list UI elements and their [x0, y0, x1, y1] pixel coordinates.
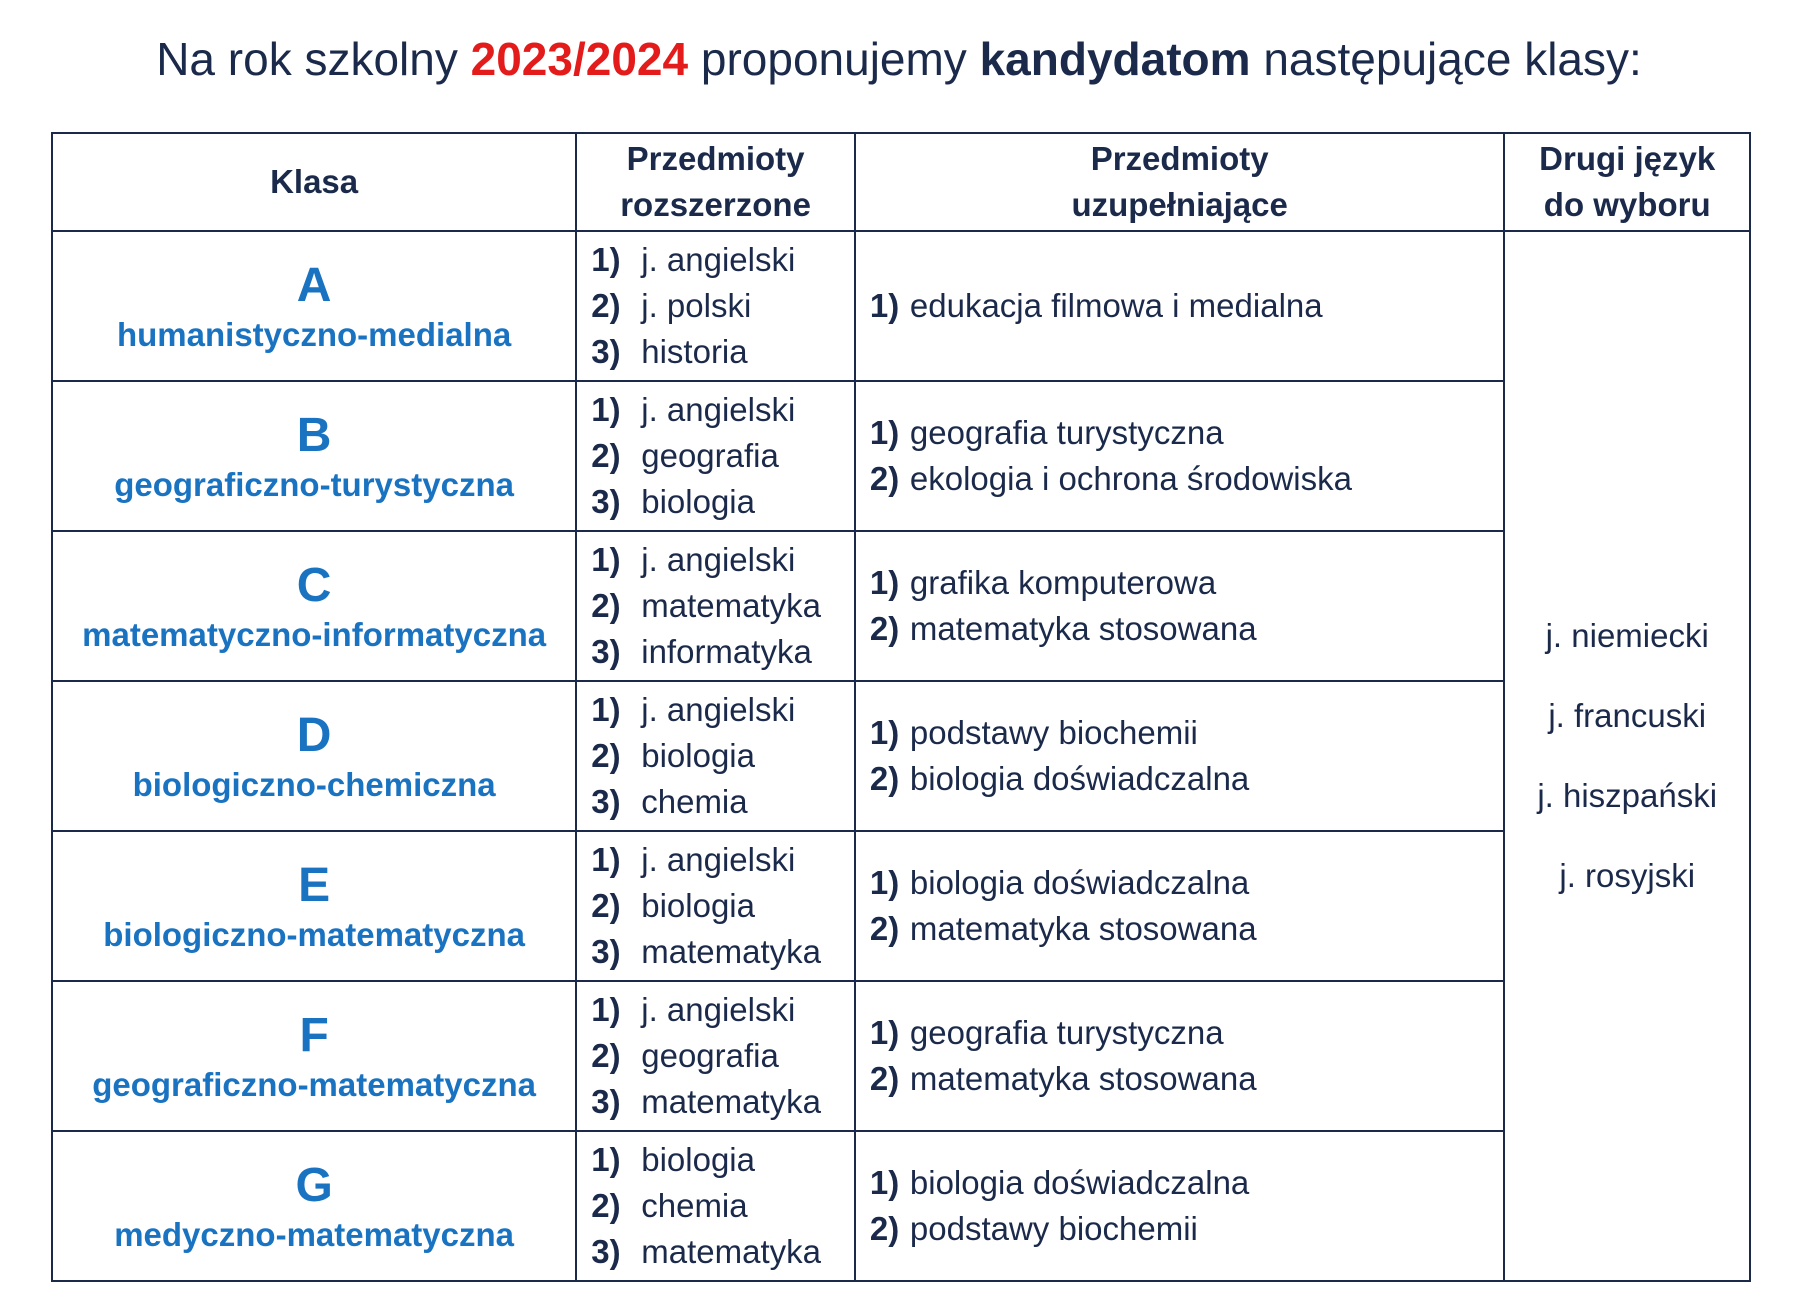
table-row [52, 231, 1750, 381]
item-number: 1) [869, 714, 900, 751]
title-prefix: Na rok szkolny [156, 33, 471, 85]
item-number: 2) [869, 910, 900, 947]
supplementary-subject-item [870, 1056, 1504, 1102]
subject-label: historia [641, 333, 748, 370]
extended-subject-item [591, 1137, 854, 1183]
supplementary-subject-item [870, 283, 1504, 329]
table-row [52, 831, 1750, 981]
item-number: 3) [591, 333, 621, 370]
table-row [52, 1131, 1750, 1281]
supplementary-subject-item [870, 456, 1504, 502]
item-number: 2) [591, 737, 621, 774]
item-number: 1) [869, 564, 900, 601]
extended-subject-item [591, 1229, 854, 1275]
item-number: 1) [591, 841, 621, 878]
title-bold: kandydatom [979, 33, 1251, 85]
subject-label: geografia turystyczna [909, 1014, 1224, 1051]
item-number: 3) [591, 783, 621, 820]
extended-subject-item [591, 929, 854, 975]
subject-label: j. angielski [641, 841, 796, 878]
classes-table [51, 132, 1751, 1282]
class-name: geograficzno-matematyczna [92, 1066, 536, 1103]
class-name: biologiczno-matematyczna [103, 916, 525, 953]
class-letter: G [295, 1159, 333, 1212]
extended-subject-item [591, 837, 854, 883]
extended-subject-item [591, 387, 854, 433]
extended-subject-item [591, 1183, 854, 1229]
language-option: j. rosyjski [1559, 857, 1696, 894]
item-number: 3) [591, 633, 621, 670]
subject-label: podstawy biochemii [909, 1210, 1198, 1247]
item-number: 1) [869, 414, 900, 451]
title-middle: proponujemy [688, 33, 980, 85]
header-jezyk: Drugi język do wyboru [1504, 133, 1750, 231]
supplementary-subjects-cell [855, 231, 1505, 381]
extended-subject-item [591, 583, 854, 629]
extended-subjects-cell [576, 831, 855, 981]
extended-subjects-cell [576, 981, 855, 1131]
supplementary-subjects-cell [855, 1131, 1505, 1281]
supplementary-subject-item [870, 906, 1504, 952]
subject-label: geografia [641, 1037, 779, 1074]
supplementary-subject-item [870, 860, 1504, 906]
class-letter: C [296, 559, 332, 612]
item-number: 1) [869, 287, 900, 324]
subject-label: matematyka [641, 933, 821, 970]
subject-label: j. angielski [641, 391, 796, 428]
extended-subject-item [591, 1033, 854, 1079]
item-number: 2) [869, 760, 900, 797]
subject-label: matematyka [641, 587, 821, 624]
supplementary-subjects-cell [855, 981, 1505, 1131]
class-letter: B [296, 409, 332, 462]
class-cell [52, 681, 576, 831]
supplementary-subject-item [870, 1010, 1504, 1056]
supplementary-subject-item [870, 710, 1504, 756]
class-letter: E [298, 859, 331, 912]
extended-subject-item [591, 329, 854, 375]
item-number: 2) [869, 1210, 900, 1247]
item-number: 2) [591, 587, 621, 624]
class-letter: A [296, 259, 332, 312]
class-cell [52, 381, 576, 531]
title-suffix: następujące klasy: [1250, 33, 1642, 85]
subject-label: chemia [641, 783, 748, 820]
class-name: matematyczno-informatyczna [82, 616, 547, 653]
extended-subjects-cell [576, 681, 855, 831]
subject-label: biologia [641, 483, 755, 520]
class-cell [52, 1131, 576, 1281]
subject-label: matematyka stosowana [909, 610, 1257, 647]
extended-subject-item [591, 629, 854, 675]
item-number: 1) [591, 691, 621, 728]
class-cell [52, 531, 576, 681]
item-number: 1) [591, 1141, 621, 1178]
class-name: geograficzno-turystyczna [114, 466, 514, 503]
extended-subject-item [591, 537, 854, 583]
item-number: 1) [591, 541, 621, 578]
item-number: 3) [591, 933, 621, 970]
table-row [52, 381, 1750, 531]
subject-label: biologia [641, 1141, 755, 1178]
item-number: 1) [591, 241, 621, 278]
subject-label: geografia [641, 437, 779, 474]
item-number: 1) [869, 864, 900, 901]
item-number: 3) [591, 483, 621, 520]
language-option: j. francuski [1548, 697, 1707, 734]
header-uzupelniajace: Przedmioty uzupełniające [855, 133, 1505, 231]
subject-label: chemia [641, 1187, 748, 1224]
subject-label: informatyka [641, 633, 812, 670]
extended-subject-item [591, 479, 854, 525]
class-cell [52, 231, 576, 381]
extended-subject-item [591, 433, 854, 479]
class-name: humanistyczno-medialna [116, 316, 512, 353]
table-row [52, 531, 1750, 681]
subject-label: biologia doświadczalna [909, 760, 1250, 797]
page-title [0, 32, 1798, 86]
extended-subjects-cell [576, 381, 855, 531]
item-number: 2) [591, 887, 621, 924]
extended-subject-item [591, 733, 854, 779]
extended-subjects-cell [576, 231, 855, 381]
supplementary-subject-item [870, 560, 1504, 606]
subject-label: j. polski [641, 287, 752, 324]
extended-subject-item [591, 883, 854, 929]
supplementary-subject-item [870, 756, 1504, 802]
language-option: j. hiszpański [1537, 777, 1718, 814]
table-row [52, 681, 1750, 831]
extended-subject-item [591, 283, 854, 329]
subject-label: grafika komputerowa [909, 564, 1217, 601]
subject-label: matematyka stosowana [909, 910, 1257, 947]
languages-cell [1504, 231, 1750, 1281]
subject-label: biologia doświadczalna [909, 1164, 1250, 1201]
subject-label: geografia turystyczna [909, 414, 1224, 451]
item-number: 3) [591, 1233, 621, 1270]
header-rozszerzone: Przedmioty rozszerzone [576, 133, 855, 231]
supplementary-subjects-cell [855, 681, 1505, 831]
item-number: 1) [591, 391, 621, 428]
subject-label: j. angielski [641, 541, 796, 578]
supplementary-subject-item [870, 606, 1504, 652]
class-cell [52, 981, 576, 1131]
extended-subject-item [591, 779, 854, 825]
item-number: 2) [591, 1187, 621, 1224]
table-row [52, 981, 1750, 1131]
item-number: 2) [591, 437, 621, 474]
item-number: 2) [869, 460, 900, 497]
item-number: 1) [591, 991, 621, 1028]
subject-label: j. angielski [641, 241, 796, 278]
language-option: j. niemiecki [1545, 617, 1709, 654]
class-letter: F [299, 1009, 329, 1062]
header-klasa: Klasa [52, 133, 576, 231]
title-year: 2023/2024 [470, 33, 689, 85]
extended-subject-item [591, 687, 854, 733]
extended-subjects-cell [576, 531, 855, 681]
item-number: 1) [869, 1014, 900, 1051]
item-number: 1) [869, 1164, 900, 1201]
subject-label: matematyka [641, 1083, 821, 1120]
extended-subject-item [591, 237, 854, 283]
class-letter: D [296, 709, 332, 762]
supplementary-subjects-cell [855, 831, 1505, 981]
subject-label: biologia [641, 737, 755, 774]
class-name: biologiczno-chemiczna [132, 766, 496, 803]
subject-label: edukacja filmowa i medialna [909, 287, 1323, 324]
class-name: medyczno-matematyczna [114, 1216, 515, 1253]
supplementary-subject-item [870, 1160, 1504, 1206]
table-body [52, 231, 1750, 1281]
supplementary-subject-item [870, 1206, 1504, 1252]
item-number: 2) [591, 1037, 621, 1074]
supplementary-subjects-cell [855, 381, 1505, 531]
item-number: 3) [591, 1083, 621, 1120]
item-number: 2) [869, 610, 900, 647]
extended-subjects-cell [576, 1131, 855, 1281]
subject-label: j. angielski [641, 691, 796, 728]
subject-label: ekologia i ochrona środowiska [909, 460, 1352, 497]
subject-label: matematyka stosowana [909, 1060, 1257, 1097]
subject-label: j. angielski [641, 991, 796, 1028]
table-header-row [52, 133, 1750, 231]
item-number: 2) [591, 287, 621, 324]
subject-label: biologia [641, 887, 755, 924]
extended-subject-item [591, 1079, 854, 1125]
subject-label: biologia doświadczalna [909, 864, 1250, 901]
supplementary-subjects-cell [855, 531, 1505, 681]
extended-subject-item [591, 987, 854, 1033]
supplementary-subject-item [870, 410, 1504, 456]
class-cell [52, 831, 576, 981]
item-number: 2) [869, 1060, 900, 1097]
subject-label: matematyka [641, 1233, 821, 1270]
subject-label: podstawy biochemii [909, 714, 1198, 751]
